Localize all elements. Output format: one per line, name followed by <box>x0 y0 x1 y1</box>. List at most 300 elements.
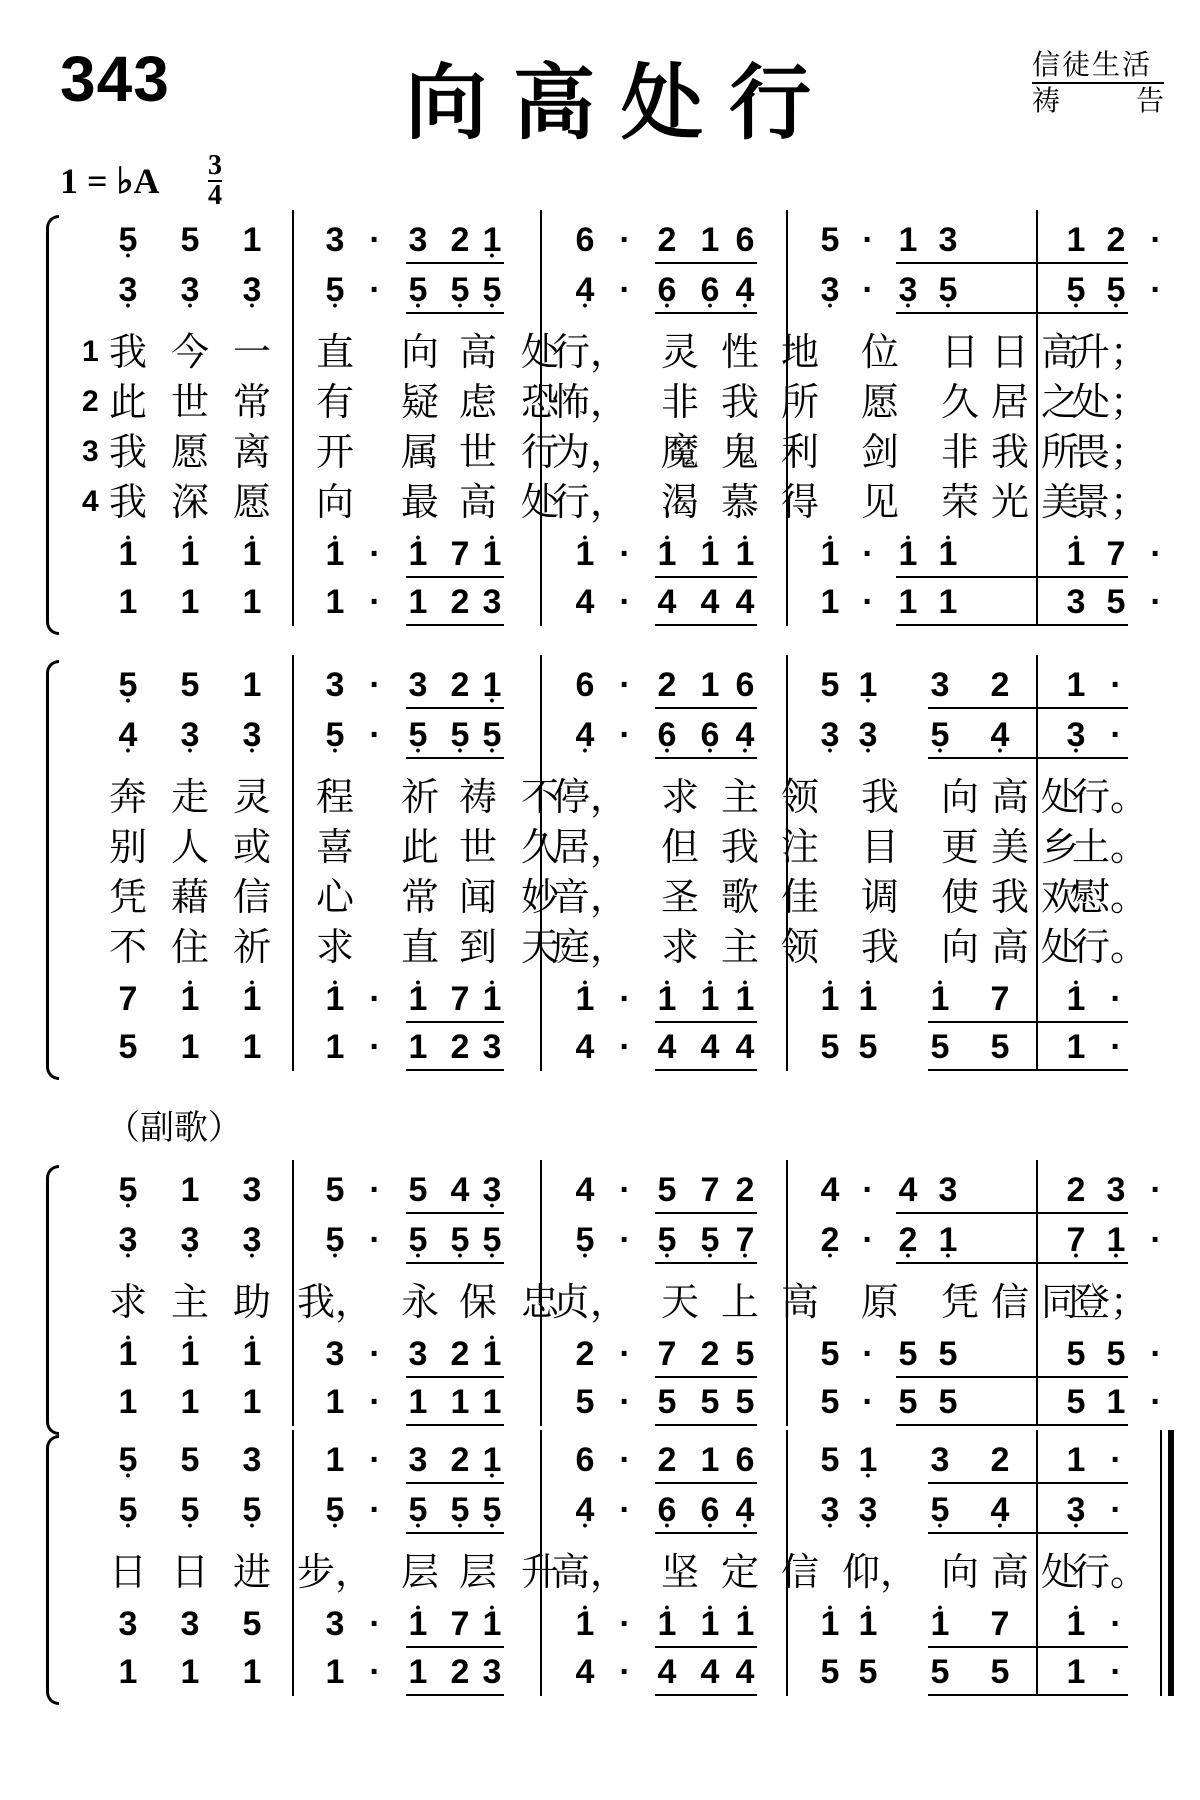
lyric-syllable: 我 <box>860 775 900 819</box>
lyric-syllable: 美 <box>1040 480 1080 524</box>
bass-note: 5 <box>930 1028 950 1066</box>
hymn-title: 向高处行 <box>405 55 838 151</box>
bass-note: · <box>862 1383 874 1421</box>
bass-note: · <box>369 1653 381 1691</box>
bass-note: 2 <box>450 583 470 621</box>
tenor-note: · <box>369 980 381 1018</box>
soprano-note: 5 • <box>119 1440 138 1480</box>
alto-note: 4 • <box>991 1490 1010 1530</box>
lyric-syllable: 领 <box>780 775 820 819</box>
tenor-note: · <box>619 1335 631 1373</box>
soprano-note: 3 <box>938 221 958 259</box>
lyric-syllable: 层 <box>458 1550 498 1594</box>
soprano-note: 1 <box>898 221 918 259</box>
tenor-note: • 1 <box>701 979 720 1019</box>
bass-note: 1 <box>325 1028 345 1066</box>
lyric-syllable: 处 <box>1040 1550 1080 1594</box>
lyric-syllable: 我 <box>108 480 148 524</box>
lyric-syllable: 鬼 <box>720 430 760 474</box>
verse-number: 4 <box>82 485 99 518</box>
alto-note: 5 • <box>326 270 345 310</box>
lyric-syllable: 向 <box>940 1550 980 1594</box>
lyric-syllable: 或 <box>232 825 272 869</box>
tenor-note: • 1 <box>899 534 918 574</box>
tenor-note: • 1 <box>939 534 958 574</box>
tenor-note: 5 <box>242 1605 262 1643</box>
soprano-note: 3 <box>930 666 950 704</box>
lyric-syllable: 直 <box>315 330 355 374</box>
bass-note: 5 <box>657 1383 677 1421</box>
lyric-syllable: 向 <box>315 480 355 524</box>
lyric-syllable: 求 <box>660 925 700 969</box>
key-signature: 1 = ♭A <box>60 161 160 201</box>
soprano-note: 5 <box>180 666 200 704</box>
lyric-syllable: 行， <box>551 330 629 374</box>
lyric-syllable: 位 <box>860 330 900 374</box>
beam <box>406 312 504 314</box>
lyric-syllable: 非 <box>940 430 980 474</box>
beam <box>406 1376 504 1378</box>
tenor-note: · <box>369 1335 381 1373</box>
alto-note: 3 • <box>1067 1490 1086 1530</box>
alto-note: · <box>619 716 631 754</box>
bass-note: 4 <box>735 1653 755 1691</box>
alto-note: · <box>369 716 381 754</box>
beam <box>896 312 1128 314</box>
alto-note: 5 • <box>451 1490 470 1530</box>
lyric-syllable: 歌 <box>720 875 760 919</box>
tenor-note: · <box>619 535 631 573</box>
lyric-syllable: 愿 <box>860 380 900 424</box>
lyric-syllable: 高， <box>551 1550 629 1594</box>
tenor-note: • 1 <box>181 1334 200 1374</box>
beam <box>406 1212 504 1214</box>
bass-note: 5 <box>930 1653 950 1691</box>
soprano-note: 3 <box>1106 1171 1126 1209</box>
bass-note: 5 <box>990 1653 1010 1691</box>
tenor-note: • 1 <box>701 1604 720 1644</box>
alto-note: 5 • <box>326 1490 345 1530</box>
lyric-syllable: 灵 <box>660 330 700 374</box>
lyric-syllable: 向 <box>940 925 980 969</box>
lyric-syllable: 今 <box>170 330 210 374</box>
bass-note: 1 <box>118 1383 138 1421</box>
bass-note: 5 <box>575 1383 595 1421</box>
lyric-syllable: 之 <box>1040 380 1080 424</box>
soprano-note: 6 <box>735 221 755 259</box>
soprano-note: 6 <box>735 1441 755 1479</box>
lyric-syllable: 层 <box>400 1550 440 1594</box>
lyric-syllable: 不 <box>108 925 148 969</box>
lyric-syllable: 信 <box>780 1550 820 1594</box>
soprano-note: 1 <box>325 1441 345 1479</box>
soprano-note: 3 <box>408 221 428 259</box>
beam <box>928 1694 1128 1696</box>
tenor-note: · <box>862 535 874 573</box>
tenor-note: • 1 <box>483 1604 502 1644</box>
bass-note: 1 <box>408 1028 428 1066</box>
lyric-syllable: 登； <box>1071 1280 1149 1324</box>
beam <box>896 1424 1128 1426</box>
alto-note: 1 • <box>939 1220 958 1260</box>
lyric-syllable: 步， <box>296 1550 374 1594</box>
alto-note: 5 • <box>931 1490 950 1530</box>
tenor-note: • 1 <box>576 1604 595 1644</box>
soprano-note: 1 <box>700 666 720 704</box>
alto-note: 5 • <box>1107 270 1126 310</box>
beam <box>406 262 504 264</box>
beam <box>655 1694 757 1696</box>
alto-note: 5 • <box>939 270 958 310</box>
tenor-note: • 1 <box>483 534 502 574</box>
alto-note: · <box>619 1491 631 1529</box>
tenor-note: 7 <box>657 1335 677 1373</box>
lyric-syllable: 此 <box>400 825 440 869</box>
lyric-syllable: 原 <box>860 1280 900 1324</box>
soprano-note: 1 <box>242 666 262 704</box>
soprano-note: 1 <box>180 1171 200 1209</box>
soprano-note: · <box>369 221 381 259</box>
alto-note: 6 • <box>701 715 720 755</box>
beam <box>406 1646 504 1648</box>
soprano-note: 4 <box>575 1171 595 1209</box>
lyric-syllable: 属 <box>400 430 440 474</box>
bass-note: 1 <box>180 1028 200 1066</box>
alto-note: 4 • <box>119 715 138 755</box>
bass-note: 4 <box>700 583 720 621</box>
bass-note: 5 <box>858 1028 878 1066</box>
soprano-note: 6 <box>575 666 595 704</box>
lyric-syllable: 天 <box>660 1280 700 1324</box>
beam <box>896 1212 1128 1214</box>
lyric-syllable: 圣 <box>660 875 700 919</box>
barline <box>292 210 294 626</box>
soprano-note: 5 <box>820 221 840 259</box>
bass-note: 1 <box>180 583 200 621</box>
soprano-note: 1 • <box>483 665 502 705</box>
soprano-note: 1 • <box>859 1440 878 1480</box>
lyric-syllable: 忠 <box>520 1280 560 1324</box>
bass-note: 3 <box>482 1028 502 1066</box>
tenor-note: • 1 <box>326 534 345 574</box>
tenor-note: • 1 <box>821 979 840 1019</box>
beam <box>928 1021 1128 1023</box>
tenor-note: 3 <box>118 1605 138 1643</box>
lyric-syllable: 深 <box>170 480 210 524</box>
beam <box>655 1262 757 1264</box>
lyric-syllable: 日 <box>108 1550 148 1594</box>
tenor-note: 3 <box>408 1335 428 1373</box>
bass-note: · <box>1150 1383 1162 1421</box>
soprano-note: 1 <box>700 221 720 259</box>
bass-note: 1 <box>938 583 958 621</box>
alto-note: 6 • <box>658 715 677 755</box>
barline <box>1036 210 1038 626</box>
lyric-syllable: 所 <box>780 380 820 424</box>
soprano-note: 1 <box>242 221 262 259</box>
soprano-note: 3 <box>242 1441 262 1479</box>
beam <box>406 1069 504 1071</box>
lyric-syllable: 喜 <box>315 825 355 869</box>
lyric-syllable: 程 <box>315 775 355 819</box>
tenor-note: 3 <box>180 1605 200 1643</box>
barline <box>292 655 294 1071</box>
alto-note: 4 • <box>576 270 595 310</box>
lyric-syllable: 光 <box>990 480 1030 524</box>
bass-note: 1 <box>450 1383 470 1421</box>
alto-note: · <box>862 271 874 309</box>
bass-note: · <box>1110 1653 1122 1691</box>
lyric-syllable: 上 <box>720 1280 760 1324</box>
bass-note: 4 <box>657 1028 677 1066</box>
lyric-syllable: 天 <box>520 925 560 969</box>
alto-note: 3 • <box>821 270 840 310</box>
lyric-syllable: 高 <box>458 480 498 524</box>
soprano-note: · <box>369 666 381 704</box>
soprano-note: 5 <box>657 1171 677 1209</box>
soprano-note: 2 <box>735 1171 755 1209</box>
alto-note: 5 • <box>451 270 470 310</box>
lyric-syllable: 心 <box>315 875 355 919</box>
lyric-syllable: 日 <box>170 1550 210 1594</box>
bass-note: 3 <box>482 583 502 621</box>
lyric-syllable: 灵 <box>232 775 272 819</box>
soprano-note: 5 • <box>119 1170 138 1210</box>
lyric-syllable: 地 <box>780 330 820 374</box>
beam <box>406 1424 504 1426</box>
tenor-note: 5 <box>938 1335 958 1373</box>
lyric-syllable: 奔 <box>108 775 148 819</box>
alto-note: 7 • <box>1067 1220 1086 1260</box>
bass-note: 1 <box>1066 1028 1086 1066</box>
beam <box>896 1376 1128 1378</box>
tenor-note: • 1 <box>859 979 878 1019</box>
beam <box>406 1694 504 1696</box>
lyric-syllable: 求 <box>660 775 700 819</box>
bass-note: 1 <box>242 583 262 621</box>
beam <box>655 707 757 709</box>
lyric-syllable: 愿 <box>170 430 210 474</box>
beam <box>406 757 504 759</box>
soprano-note: 2 <box>657 1441 677 1479</box>
lyric-syllable: 但 <box>660 825 700 869</box>
bass-note: · <box>619 1028 631 1066</box>
tenor-note: 7 <box>990 980 1010 1018</box>
lyric-syllable: 土。 <box>1071 825 1149 869</box>
alto-note: 6 • <box>701 270 720 310</box>
beam <box>896 262 1128 264</box>
alto-note: 3 • <box>181 715 200 755</box>
bass-note: 5 <box>820 1028 840 1066</box>
lyric-syllable: 处 <box>1040 775 1080 819</box>
lyric-syllable: 我 <box>108 430 148 474</box>
alto-note: 3 • <box>859 1490 878 1530</box>
soprano-note: 5 • <box>119 665 138 705</box>
lyric-syllable: 得 <box>780 480 820 524</box>
lyric-syllable: 常 <box>400 875 440 919</box>
tenor-note: • 1 <box>326 979 345 1019</box>
lyric-syllable: 目 <box>860 825 900 869</box>
tenor-note: • 1 <box>243 1334 262 1374</box>
lyric-syllable: 处； <box>1071 380 1149 424</box>
lyric-syllable: 恐 <box>520 380 560 424</box>
lyric-syllable: 到 <box>458 925 498 969</box>
lyric-syllable: 此 <box>108 380 148 424</box>
tenor-note: • 1 <box>409 1604 428 1644</box>
alto-note: 2 • <box>821 1220 840 1260</box>
final-barline <box>1160 1430 1162 1696</box>
bass-note: 4 <box>735 583 755 621</box>
lyric-syllable: 妙 <box>520 875 560 919</box>
tenor-note: · <box>862 1335 874 1373</box>
lyric-syllable: 我 <box>720 825 760 869</box>
lyric-syllable: 主 <box>170 1280 210 1324</box>
bass-note: 1 <box>898 583 918 621</box>
alto-note: 5 • <box>451 715 470 755</box>
tenor-note: 7 <box>450 980 470 1018</box>
bass-note: 4 <box>657 1653 677 1691</box>
lyric-syllable: 人 <box>170 825 210 869</box>
beam <box>655 1021 757 1023</box>
tenor-note: • 1 <box>576 979 595 1019</box>
lyric-syllable: 求 <box>315 925 355 969</box>
soprano-note: · <box>369 1441 381 1479</box>
lyric-syllable: 高 <box>1040 330 1080 374</box>
lyric-syllable: 有 <box>315 380 355 424</box>
tenor-note: • 1 <box>1067 534 1086 574</box>
beam <box>928 1532 1128 1534</box>
beam <box>655 757 757 759</box>
tenor-note: · <box>369 1605 381 1643</box>
bass-note: 1 <box>408 1383 428 1421</box>
lyric-syllable: 畏； <box>1071 430 1149 474</box>
tenor-note: • 1 <box>119 534 138 574</box>
beam <box>655 1532 757 1534</box>
tenor-note: 5 <box>820 1335 840 1373</box>
alto-note: 3 • <box>821 715 840 755</box>
lyric-syllable: 音， <box>551 875 629 919</box>
lyric-syllable: 世 <box>170 380 210 424</box>
soprano-note: 5 <box>325 1171 345 1209</box>
tenor-note: 5 <box>1106 1335 1126 1373</box>
alto-note: · <box>1110 716 1122 754</box>
alto-note: · <box>862 1221 874 1259</box>
lyric-syllable: 乡 <box>1040 825 1080 869</box>
lyric-syllable: 行。 <box>1071 925 1149 969</box>
beam <box>655 1424 757 1426</box>
category-label <box>1032 48 1164 118</box>
soprano-note: 3 <box>325 221 345 259</box>
beam <box>928 1482 1128 1484</box>
lyric-syllable: 住 <box>170 925 210 969</box>
bass-note: 1 <box>180 1383 200 1421</box>
bass-note: 5 <box>990 1028 1010 1066</box>
bass-note: 1 <box>118 583 138 621</box>
barline <box>1036 655 1038 1071</box>
lyric-syllable: 性 <box>720 330 760 374</box>
beam <box>406 1482 504 1484</box>
alto-note: 3 • <box>119 1220 138 1260</box>
lyric-syllable: 景； <box>1071 480 1149 524</box>
beam <box>655 1376 757 1378</box>
beam <box>655 312 757 314</box>
verse-number: 1 <box>82 335 99 368</box>
soprano-note: 6 <box>735 666 755 704</box>
beam <box>655 1482 757 1484</box>
soprano-note: 3 <box>930 1441 950 1479</box>
bass-note: 1 <box>242 1653 262 1691</box>
lyric-syllable: 处 <box>520 330 560 374</box>
beam <box>406 1262 504 1264</box>
beam <box>655 624 757 626</box>
soprano-note: 3 <box>938 1171 958 1209</box>
tenor-note: · <box>619 1605 631 1643</box>
alto-note: 4 • <box>736 1490 755 1530</box>
soprano-note: · <box>619 1171 631 1209</box>
bass-note: · <box>369 583 381 621</box>
beam <box>928 707 1128 709</box>
lyric-syllable: 保 <box>458 1280 498 1324</box>
tenor-note: • 1 <box>1067 1604 1086 1644</box>
lyric-syllable: 我 <box>860 925 900 969</box>
tenor-note: 2 <box>450 1335 470 1373</box>
bass-note: 1 <box>325 583 345 621</box>
lyric-syllable: 世 <box>458 430 498 474</box>
lyric-syllable: 久 <box>520 825 560 869</box>
bass-note: 4 <box>700 1653 720 1691</box>
tenor-note: • 1 <box>1067 979 1086 1019</box>
tenor-note: 2 <box>575 1335 595 1373</box>
soprano-note: 1 <box>1066 666 1086 704</box>
alto-note: · <box>369 1221 381 1259</box>
lyric-syllable: 不 <box>520 775 560 819</box>
tenor-note: 3 <box>325 1335 345 1373</box>
lyric-syllable: 久 <box>940 380 980 424</box>
bass-note: 1 <box>325 1383 345 1421</box>
soprano-note: · <box>369 1171 381 1209</box>
alto-note: 5 • <box>409 270 428 310</box>
bass-note: 4 <box>575 1653 595 1691</box>
alto-note: · <box>619 1221 631 1259</box>
lyric-syllable: 使 <box>940 875 980 919</box>
barline <box>292 1430 294 1696</box>
soprano-note: 5 • <box>119 220 138 260</box>
beam <box>896 624 1128 626</box>
lyric-syllable: 进 <box>232 1550 272 1594</box>
lyric-syllable: 别 <box>108 825 148 869</box>
beam <box>896 1262 1128 1264</box>
alto-note: 4 • <box>736 715 755 755</box>
soprano-note: 3 <box>408 666 428 704</box>
bass-note: · <box>1150 583 1162 621</box>
tenor-note: · <box>369 535 381 573</box>
soprano-note: 3 • <box>483 1170 502 1210</box>
lyric-syllable: 定 <box>720 1550 760 1594</box>
system-brace <box>46 660 59 1080</box>
soprano-note: · <box>862 221 874 259</box>
lyric-syllable: 日 <box>990 330 1030 374</box>
soprano-note: · <box>1110 666 1122 704</box>
alto-note: 3 • <box>181 1220 200 1260</box>
lyric-syllable: 常 <box>232 380 272 424</box>
tenor-note: • 1 <box>821 534 840 574</box>
bass-note: 1 <box>408 1653 428 1691</box>
lyric-syllable: 永 <box>400 1280 440 1324</box>
beam <box>406 576 504 578</box>
soprano-note: 3 <box>408 1441 428 1479</box>
bass-note: · <box>619 1653 631 1691</box>
bass-note: 5 <box>858 1653 878 1691</box>
